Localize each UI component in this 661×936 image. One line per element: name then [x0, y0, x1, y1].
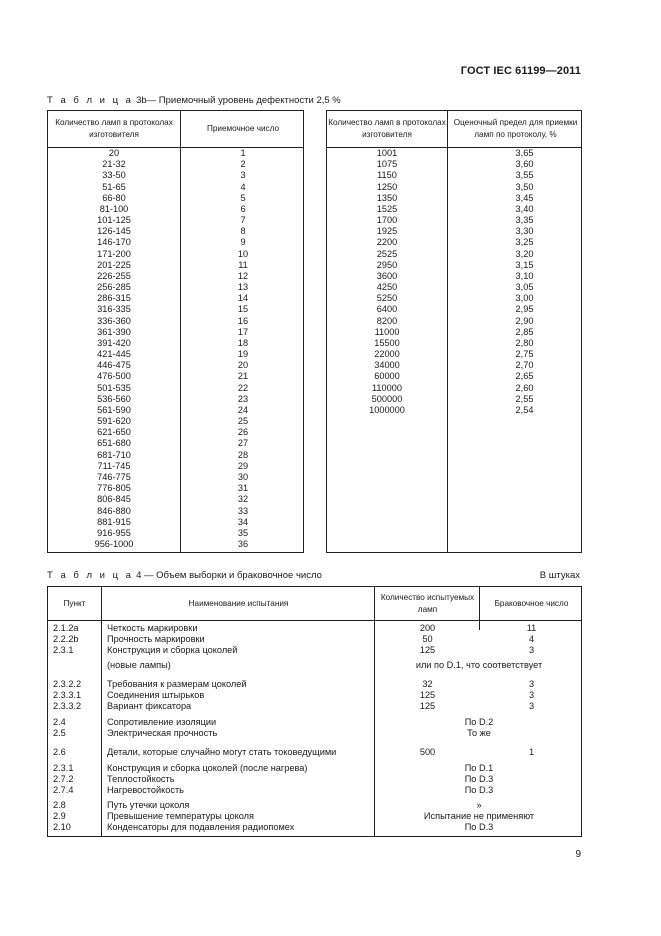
table-row — [327, 237, 581, 248]
value-cell: 4 — [240, 181, 246, 192]
test-name-cell: Прочность маркировки — [107, 634, 205, 644]
table-row — [327, 349, 581, 360]
table-row — [327, 271, 581, 282]
table-row — [48, 450, 303, 461]
lamp-count-cell: 5250 — [376, 293, 398, 304]
value-cell: 2,60 — [515, 382, 534, 393]
table-row — [48, 349, 303, 360]
table3b-caption-text: 3b— Приемочный уровень дефектности 2,5 % — [136, 95, 341, 106]
lamp-count-cell: 101-125 — [97, 215, 131, 226]
rejection-number-cell: 3 — [528, 645, 535, 655]
value-cell: 2,90 — [515, 315, 534, 326]
value-cell: 23 — [237, 393, 249, 404]
lamp-count-cell: 621-650 — [97, 427, 131, 438]
merged-value-cell: По D.3 — [464, 785, 494, 795]
table-row — [48, 438, 303, 449]
sample-size-cell: 125 — [419, 701, 436, 711]
table-row — [48, 226, 303, 237]
clause-cell: 2.1.2a — [53, 623, 79, 633]
table3b-right-header — [327, 111, 581, 148]
value-cell: 22 — [237, 382, 249, 393]
value-cell: 8 — [240, 226, 246, 237]
clause-cell: 2.3.3.2 — [53, 701, 82, 711]
test-name-cell: Теплостойкость — [107, 774, 175, 784]
value-cell: 3,55 — [515, 170, 534, 181]
value-cell: 2,80 — [515, 337, 534, 348]
table4-qty-header: Количество испытуемых ламп — [380, 592, 475, 614]
table4-units: В штуках — [539, 570, 580, 581]
table-row — [48, 517, 303, 528]
table4-code-header: Пункт — [63, 598, 86, 608]
table-row — [48, 506, 303, 517]
table-row — [48, 679, 581, 690]
test-name-cell: Конденсаторы для подавления радиопомех — [107, 822, 295, 832]
lamp-count-cell: 286-315 — [97, 293, 131, 304]
merged-value-cell: Испытание не применяют — [423, 811, 535, 821]
lamp-count-cell: 591-620 — [97, 416, 131, 427]
sample-size-cell: 125 — [419, 645, 436, 655]
table-row — [327, 282, 581, 293]
table-row — [48, 371, 303, 382]
merged-value-cell: По D.1 — [464, 763, 494, 773]
value-cell: 3,35 — [515, 215, 534, 226]
table3b-right — [326, 110, 582, 553]
merged-value-cell: То же — [467, 728, 491, 738]
table4-caption-word: Т а б л и ц а — [47, 570, 134, 581]
value-cell: 3,10 — [515, 270, 534, 281]
value-cell: 17 — [237, 326, 249, 337]
value-cell: 2,85 — [515, 326, 534, 337]
table-row — [48, 690, 581, 701]
lamp-count-cell: 561-590 — [97, 404, 131, 415]
value-cell: 3,50 — [515, 181, 534, 192]
document-header: ГОСТ IEC 61199—2011 — [460, 65, 581, 77]
lamp-count-cell: 1250 — [376, 181, 398, 192]
table-row — [48, 394, 303, 405]
table-row — [327, 249, 581, 260]
table-row — [327, 226, 581, 237]
value-cell: 3 — [240, 170, 246, 181]
clause-cell: 2.4 — [53, 717, 66, 727]
table-row — [327, 215, 581, 226]
value-cell: 7 — [240, 215, 246, 226]
lamp-count-cell: 1001 — [376, 148, 398, 158]
table-row — [48, 623, 581, 634]
table3b-left-body — [48, 148, 303, 550]
value-cell: 29 — [237, 460, 249, 471]
lamp-count-cell: 651-680 — [97, 438, 131, 449]
table-row — [48, 747, 581, 758]
table3b-left-col1-header: Количество ламп в протоколах изготовителя — [55, 118, 173, 139]
value-cell: 13 — [237, 282, 249, 293]
value-cell: 10 — [237, 248, 249, 259]
table-row — [48, 494, 303, 505]
table-row — [48, 237, 303, 248]
lamp-count-cell: 1925 — [376, 226, 398, 237]
lamp-count-cell: 1350 — [376, 192, 398, 203]
table-row — [48, 645, 581, 656]
test-name-cell: Конструкция и сборка цоколей (после нагрева) — [107, 763, 308, 773]
table-row — [48, 260, 303, 271]
page-number: 9 — [575, 849, 581, 860]
lamp-count-cell: 256-285 — [97, 282, 131, 293]
sample-size-cell: 125 — [419, 690, 436, 700]
value-cell: 5 — [240, 192, 246, 203]
lamp-count-cell: 146-170 — [97, 237, 131, 248]
value-cell: 3,45 — [515, 192, 534, 203]
table4-reject-header: Браковочное число — [494, 598, 569, 608]
value-cell: 3,40 — [515, 203, 534, 214]
lamp-count-cell: 776-805 — [97, 483, 131, 494]
value-cell: 2 — [240, 159, 246, 170]
table-row — [327, 360, 581, 371]
table-row — [48, 405, 303, 416]
value-cell: 2,65 — [515, 371, 534, 382]
table-row — [327, 316, 581, 327]
table4-header — [48, 587, 581, 621]
value-cell: 2,54 — [515, 404, 534, 415]
lamp-count-cell: 446-475 — [97, 360, 131, 371]
lamp-count-cell: 681-710 — [97, 449, 131, 460]
lamp-count-cell: 421-445 — [97, 349, 131, 360]
value-cell: 35 — [237, 527, 249, 538]
table-row — [48, 528, 303, 539]
sample-size-cell: 50 — [422, 634, 433, 644]
lamp-count-cell: 34000 — [374, 360, 400, 371]
lamp-count-cell: 336-360 — [97, 315, 131, 326]
table3b-right-col2-header: Оценочный предел для приемки ламп по протоколу, % — [453, 118, 578, 139]
rejection-number-cell: 3 — [528, 690, 535, 700]
lamp-count-cell: 226-255 — [97, 270, 131, 281]
table-row — [48, 282, 303, 293]
lamp-count-cell: 501-535 — [97, 382, 131, 393]
value-cell: 21 — [237, 371, 249, 382]
clause-cell: 2.10 — [53, 822, 71, 832]
table3b-caption-word: Т а б л и ц а — [47, 95, 134, 106]
value-cell: 34 — [237, 516, 249, 527]
rejection-number-cell: 3 — [528, 701, 535, 711]
lamp-count-cell: 2200 — [376, 237, 398, 248]
rejection-number-cell: 3 — [528, 679, 535, 689]
table-row — [48, 800, 581, 811]
lamp-count-cell: 1000000 — [369, 404, 405, 415]
lamp-count-cell: 1150 — [377, 170, 397, 181]
table-row — [327, 371, 581, 382]
lamp-count-cell: 536-560 — [97, 393, 131, 404]
value-cell: 26 — [237, 427, 249, 438]
table-row — [48, 539, 303, 550]
lamp-count-cell: 316-335 — [97, 304, 131, 315]
test-name-cell: Требования к размерам цоколей — [107, 679, 247, 689]
merged-value-cell: По D.3 — [464, 774, 494, 784]
clause-cell: 2.2.2b — [53, 634, 79, 644]
table-row — [327, 148, 581, 159]
lamp-count-cell: 881-915 — [97, 516, 131, 527]
value-cell: 3,60 — [515, 159, 534, 170]
lamp-count-cell: 11000 — [374, 326, 400, 337]
lamp-count-cell: 806-845 — [97, 494, 131, 505]
test-name-cell: Конструкция и сборка цоколей — [107, 645, 238, 655]
table4-caption-text: 4 — Объем выборки и браковочное число — [136, 570, 322, 581]
lamp-count-cell: 476-500 — [97, 371, 131, 382]
value-cell: 9 — [240, 237, 246, 248]
merged-value-cell: или по D.1, что соответствует — [415, 660, 543, 670]
table3b-left-header — [48, 111, 303, 148]
table3b-left — [47, 110, 304, 553]
table-row — [48, 717, 581, 728]
lamp-count-cell: 33-50 — [102, 170, 126, 181]
table4 — [47, 586, 582, 837]
clause-cell: 2.3.1 — [53, 763, 74, 773]
rejection-number-cell: 11 — [526, 623, 537, 633]
value-cell: 14 — [237, 293, 249, 304]
table-row — [327, 260, 581, 271]
lamp-count-cell: 1700 — [376, 215, 398, 226]
lamp-count-cell: 201-225 — [97, 259, 131, 270]
value-cell: 2,95 — [515, 304, 534, 315]
table-row — [48, 293, 303, 304]
table4-caption — [47, 570, 322, 581]
lamp-count-cell: 51-65 — [102, 181, 126, 192]
clause-cell: 2.6 — [53, 747, 66, 757]
clause-cell: 2.3.2.2 — [53, 679, 82, 689]
value-cell: 3,30 — [515, 226, 534, 237]
table3b-right-col1-header: Количество ламп в протоколах изготовителя — [328, 118, 446, 139]
table-row — [48, 472, 303, 483]
clause-cell: 2.8 — [53, 800, 66, 810]
lamp-count-cell: 500000 — [371, 393, 403, 404]
value-cell: 2,75 — [515, 349, 534, 360]
table-row — [48, 785, 581, 796]
table-row — [48, 360, 303, 371]
lamp-count-cell: 110000 — [372, 382, 402, 393]
table-row — [48, 728, 581, 739]
lamp-count-cell: 126-145 — [97, 226, 131, 237]
table-row — [48, 811, 581, 822]
table-row — [48, 634, 581, 645]
lamp-count-cell: 171-200 — [97, 248, 131, 259]
value-cell: 25 — [237, 416, 249, 427]
table-row — [48, 327, 303, 338]
value-cell: 36 — [237, 539, 249, 550]
lamp-count-cell: 3600 — [376, 270, 398, 281]
lamp-count-cell: 391-420 — [97, 337, 131, 348]
table-row — [327, 293, 581, 304]
lamp-count-cell: 956-1000 — [94, 539, 134, 550]
lamp-count-cell: 916-955 — [97, 527, 131, 538]
table-row — [48, 193, 303, 204]
lamp-count-cell: 8200 — [376, 315, 398, 326]
value-cell: 32 — [237, 494, 249, 505]
test-name-cell: (новые лампы) — [107, 660, 171, 670]
lamp-count-cell: 4250 — [376, 282, 398, 293]
clause-cell: 2.5 — [53, 728, 66, 738]
lamp-count-cell: 361-390 — [97, 326, 131, 337]
lamp-count-cell: 711-745 — [97, 460, 131, 471]
table-row — [48, 822, 581, 833]
value-cell: 16 — [237, 315, 249, 326]
lamp-count-cell: 81-100 — [99, 203, 129, 214]
table-row — [48, 215, 303, 226]
table-row — [327, 405, 581, 416]
table-row — [48, 182, 303, 193]
lamp-count-cell: 1075 — [376, 159, 398, 170]
lamp-count-cell: 60000 — [374, 371, 400, 382]
value-cell: 28 — [237, 449, 249, 460]
test-name-cell: Вариант фиксатора — [107, 701, 192, 711]
merged-value-cell: По D.3 — [464, 822, 494, 832]
clause-cell: 2.7.4 — [53, 785, 74, 795]
table-row — [48, 427, 303, 438]
table-row — [48, 159, 303, 170]
table-row — [48, 701, 581, 712]
clause-cell: 2.3.1 — [53, 645, 74, 655]
table-row — [48, 416, 303, 427]
value-cell: 15 — [237, 304, 249, 315]
test-name-cell: Превышение температуры цоколя — [107, 811, 254, 821]
sample-size-cell: 500 — [419, 747, 436, 757]
value-cell: 3,65 — [515, 148, 534, 158]
rejection-number-cell: 4 — [528, 634, 535, 644]
clause-cell: 2.7.2 — [53, 774, 74, 784]
table-row — [327, 304, 581, 315]
table-row — [48, 304, 303, 315]
value-cell: 20 — [237, 360, 249, 371]
merged-value-cell: По D.2 — [464, 717, 494, 727]
value-cell: 3,25 — [515, 237, 534, 248]
value-cell: 19 — [237, 349, 249, 360]
value-cell: 2,55 — [515, 393, 534, 404]
value-cell: 12 — [237, 270, 249, 281]
rejection-number-cell: 1 — [528, 747, 535, 757]
table-row — [48, 316, 303, 327]
lamp-count-cell: 22000 — [374, 349, 400, 360]
value-cell: 3,05 — [515, 282, 534, 293]
table-row — [48, 660, 581, 671]
table-row — [48, 271, 303, 282]
value-cell: 33 — [237, 505, 249, 516]
value-cell: 3,00 — [515, 293, 534, 304]
table-row — [48, 383, 303, 394]
table3b-right-body — [327, 148, 581, 416]
sample-size-cell: 32 — [422, 679, 433, 689]
lamp-count-cell: 1525 — [376, 203, 398, 214]
lamp-count-cell: 20 — [108, 148, 120, 158]
table-row — [48, 204, 303, 215]
clause-cell: 2.3.3.1 — [53, 690, 82, 700]
table4-name-header: Наименование испытания — [188, 598, 289, 608]
table-row — [48, 763, 581, 774]
table-row — [327, 327, 581, 338]
test-name-cell: Детали, которые случайно могут стать токоведущими — [107, 747, 337, 757]
table-row — [327, 383, 581, 394]
lamp-count-cell: 6400 — [376, 304, 398, 315]
table-row — [327, 182, 581, 193]
value-cell: 24 — [237, 404, 249, 415]
table-row — [48, 249, 303, 260]
lamp-count-cell: 66-80 — [102, 192, 126, 203]
table-row — [327, 204, 581, 215]
test-name-cell: Четкость маркировки — [107, 623, 198, 633]
test-name-cell: Соединения штырьков — [107, 690, 205, 700]
value-cell: 31 — [237, 483, 249, 494]
table3b-left-col2-header: Приемочное число — [206, 124, 280, 133]
test-name-cell: Путь утечки цоколя — [107, 800, 190, 810]
lamp-count-cell: 21-32 — [102, 159, 126, 170]
value-cell: 11 — [238, 259, 248, 270]
value-cell: 30 — [237, 471, 249, 482]
merged-value-cell: » — [476, 800, 482, 810]
table-row — [48, 338, 303, 349]
lamp-count-cell: 15500 — [374, 337, 400, 348]
table-row — [327, 394, 581, 405]
test-name-cell: Сопротивление изоляции — [107, 717, 217, 727]
table-row — [48, 148, 303, 159]
table-row — [48, 483, 303, 494]
table-row — [327, 159, 581, 170]
table-row — [327, 338, 581, 349]
sample-size-cell: 200 — [419, 623, 436, 633]
value-cell: 3,20 — [515, 248, 534, 259]
table-row — [327, 170, 581, 181]
value-cell: 27 — [237, 438, 249, 449]
table-row — [48, 461, 303, 472]
table-row — [48, 170, 303, 181]
value-cell: 3,15 — [515, 259, 534, 270]
test-name-cell: Электрическая прочность — [107, 728, 218, 738]
table-row — [327, 193, 581, 204]
lamp-count-cell: 2525 — [376, 248, 398, 259]
clause-cell: 2.9 — [53, 811, 66, 821]
lamp-count-cell: 846-880 — [97, 505, 131, 516]
test-name-cell: Нагревостойкость — [107, 785, 184, 795]
lamp-count-cell: 2950 — [376, 259, 398, 270]
lamp-count-cell: 746-775 — [97, 471, 131, 482]
table3b-caption — [47, 95, 341, 106]
value-cell: 1 — [240, 148, 246, 158]
value-cell: 18 — [237, 337, 249, 348]
value-cell: 6 — [240, 203, 246, 214]
table-row — [48, 774, 581, 785]
value-cell: 2,70 — [515, 360, 534, 371]
